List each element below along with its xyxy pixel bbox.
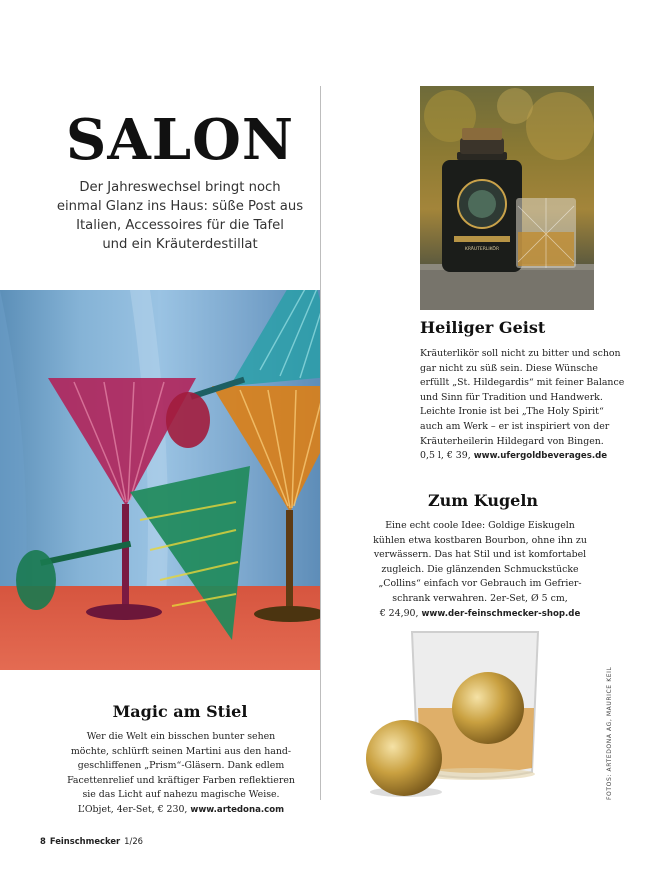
liqueur-photo (420, 86, 594, 310)
intro-line: und ein Kräuterdestillat (102, 237, 258, 252)
intro-line: Italien, Accessoires für die Tafel (76, 218, 284, 233)
text-line: geschliffenen „Prism“-Gläsern. Dank edlem (77, 760, 285, 772)
magazine-name: Feinschmecker (49, 836, 121, 846)
text-line: Wer die Welt ein bisschen bunter sehen (86, 731, 276, 742)
page-title: SALON (65, 107, 295, 173)
text-line: erfüllt „St. Hildegardis“ mit feiner Balance (420, 377, 625, 389)
article-text-geist (420, 347, 625, 464)
text-line: „Collins“ einfach vor Gebrauch im Gefrier- (378, 578, 582, 590)
price-line (56, 803, 306, 818)
text-line: möchte, schlürft seinen Martini aus den hand- (70, 745, 292, 757)
intro-text (40, 178, 320, 254)
article-heading-stiel: Magic am Stiel (112, 702, 248, 721)
price-line (420, 449, 610, 464)
text-line: und Sinn für Tradition und Handwerk. (420, 391, 603, 403)
icecubes-illustration (360, 622, 565, 797)
page-footer (40, 836, 143, 846)
text-line: Facettenrelief und kräftiger Farben reflektieren (67, 774, 295, 786)
photo-credits: FOTOS: ARTEDONA AG, MAURICE KEIL (606, 666, 613, 800)
text-line: schrank verwahren. 2er-Set, Ø 5 cm, (392, 592, 568, 604)
text-line: Eine echt coole Idee: Goldige Eiskugeln (385, 520, 575, 531)
article-heading-kugeln: Zum Kugeln (427, 491, 539, 510)
article-text-stiel (56, 730, 306, 818)
text-line: zugleich. Die glänzenden Schmuckstücke (381, 563, 579, 575)
column-divider (320, 86, 321, 800)
text-line: kühlen etwa kostbaren Bourbon, ohne ihn zu (373, 534, 587, 546)
text-line: sie das Licht auf nahezu magische Weise. (82, 789, 280, 801)
page-number: 8 (40, 836, 46, 846)
martini-glasses-illustration (0, 290, 320, 670)
text-line: auch am Werk – er ist inspiriert von der (420, 420, 610, 432)
shop-link-kugeln[interactable]: www.der-feinschmecker-shop.de (421, 608, 581, 619)
shop-link-stiel[interactable]: www.artedona.com (190, 804, 285, 815)
issue-number: 1/26 (124, 836, 143, 846)
article-text-kugeln (362, 519, 598, 621)
text-line: Kräuterlikör soll nicht zu bitter und schon (420, 348, 621, 359)
shop-link-geist[interactable]: www.ufergoldbeverages.de (473, 451, 608, 462)
text-line: gar nicht zu süß sein. Diese Wünsche (420, 362, 598, 374)
bottle-label: KRÄUTERLIKÖR (464, 247, 500, 252)
text-line: verwässern. Das hat Stil und ist komfortabel (373, 549, 587, 561)
price-line (362, 607, 598, 622)
gold-icecubes-photo (360, 622, 565, 797)
text-line: Kräuterheilerin Hildegard von Bingen. (420, 435, 604, 447)
liqueur-illustration (420, 86, 594, 310)
martini-glasses-photo (0, 290, 320, 670)
price: € 24,90, (379, 607, 419, 619)
article-heading-geist: Heiliger Geist (420, 318, 546, 337)
price: 0,5 l, € 39, (420, 450, 471, 462)
intro-line: Der Jahreswechsel bringt noch (79, 180, 281, 195)
price: L’Objet, 4er-Set, € 230, (77, 803, 188, 815)
intro-line: einmal Glanz ins Haus: süße Post aus (56, 199, 304, 214)
text-line: Leichte Ironie ist bei „The Holy Spirit“ (420, 406, 604, 418)
